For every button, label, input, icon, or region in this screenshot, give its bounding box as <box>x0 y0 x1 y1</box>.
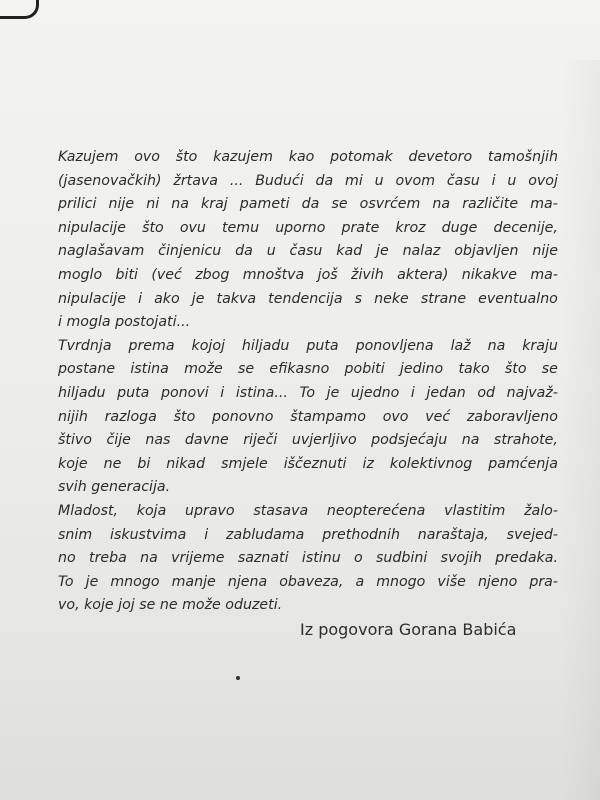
text-line: vo, koje joj se ne može oduzeti. <box>58 597 283 614</box>
text-line: hiljadu puta ponovi i istina... To je ujedno i jedan od najvaž- <box>58 384 558 401</box>
text-line: no treba na vrijeme saznati istinu o sudbini svojih predaka. <box>58 550 558 567</box>
page-frame-corner <box>0 0 39 19</box>
text-line: nipulacije i ako je takva tendencija s neke strane eventualno <box>58 290 558 307</box>
afterword-attribution: Iz pogovora Gorana Babića <box>300 620 517 639</box>
text-line: snim iskustvima i zabludama prethodnih naraštaja, svejed- <box>58 526 558 543</box>
text-line: i mogla postojati... <box>58 314 191 331</box>
text-line: To je mnogo manje njena obaveza, a mnogo više njeno pra- <box>58 573 558 590</box>
page-shadow <box>560 60 600 800</box>
text-line: (jasenovačkih) žrtava ... Budući da mi u ovom času i u ovoj <box>58 172 558 189</box>
ink-speck <box>236 676 240 680</box>
text-line: moglo biti (već zbog mnoštva još živih aktera) nikakve ma- <box>58 266 558 283</box>
text-line: prilici nije ni na kraj pameti da se osvrćem na različite ma- <box>58 196 558 213</box>
text-line: Mladost, koja upravo stasava neopterećena vlastitim žalo- <box>58 502 558 519</box>
afterword-text <box>58 146 558 618</box>
text-line: koje ne bi nikad smjele iščeznuti iz kolektivnog pamćenja <box>58 455 558 472</box>
text-line: štivo čije nas davne riječi uvjerljivo podsjećaju na strahote, <box>58 432 558 449</box>
text-line: svih generacija. <box>58 479 171 496</box>
text-line: naglašavam činjenicu da u času kad je nalaz objavljen nije <box>58 243 558 260</box>
text-line: postane istina može se efikasno pobiti jedino tako što se <box>58 361 558 378</box>
text-line: Tvrdnja prema kojoj hiljadu puta ponovljena laž na kraju <box>58 337 558 354</box>
text-line: Kazujem ovo što kazujem kao potomak devetoro tamošnjih <box>58 149 558 165</box>
text-line: nipulacije što ovu temu uporno prate kroz duge decenije, <box>58 219 558 236</box>
text-line: nijih razloga što ponovno štampamo ovo već zaboravljeno <box>58 408 558 425</box>
